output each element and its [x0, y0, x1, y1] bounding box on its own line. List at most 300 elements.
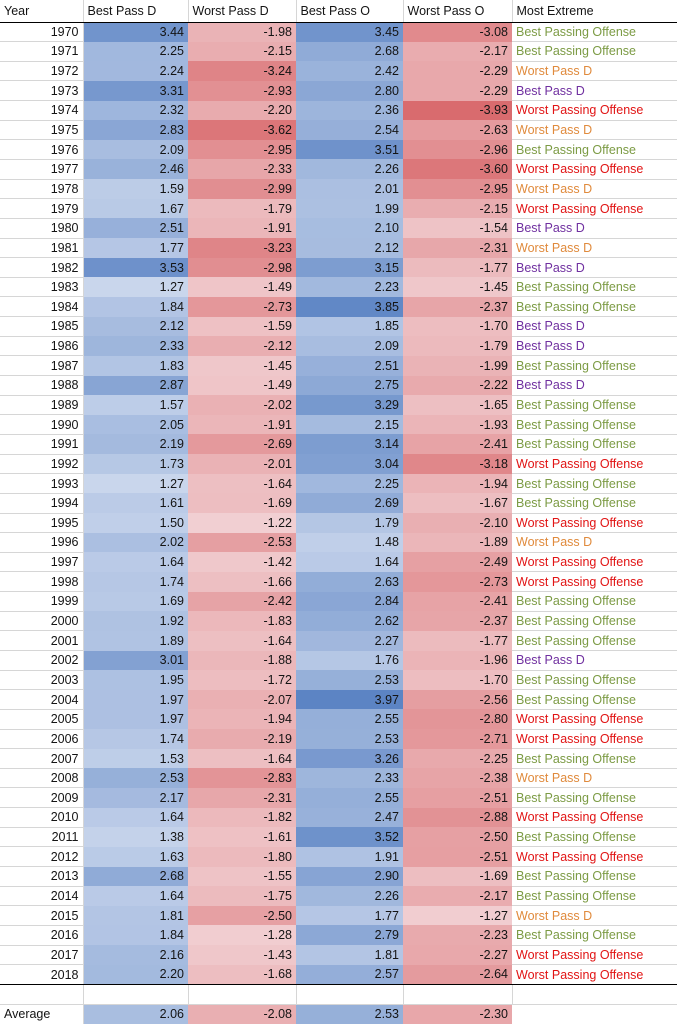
year-cell[interactable]: 1983: [0, 277, 83, 297]
year-cell[interactable]: 2007: [0, 749, 83, 769]
most-extreme-cell[interactable]: Worst Passing Offense: [512, 945, 677, 965]
best-pass-o-cell[interactable]: 2.54: [296, 120, 403, 140]
worst-pass-d-cell[interactable]: -1.68: [188, 965, 296, 985]
year-cell[interactable]: 1976: [0, 140, 83, 160]
worst-pass-d-cell[interactable]: -1.49: [188, 376, 296, 396]
worst-pass-d-cell[interactable]: -2.15: [188, 42, 296, 62]
best-pass-d-cell[interactable]: 2.46: [83, 159, 188, 179]
worst-pass-o-cell[interactable]: -2.88: [403, 808, 512, 828]
most-extreme-cell[interactable]: Best Passing Offense: [512, 886, 677, 906]
worst-pass-d-cell[interactable]: [188, 984, 296, 1004]
best-pass-o-cell[interactable]: 2.27: [296, 631, 403, 651]
best-pass-o-cell[interactable]: 3.04: [296, 454, 403, 474]
most-extreme-cell[interactable]: Worst Passing Offense: [512, 454, 677, 474]
year-cell[interactable]: 1978: [0, 179, 83, 199]
most-extreme-cell[interactable]: Best Passing Offense: [512, 277, 677, 297]
most-extreme-cell[interactable]: Worst Passing Offense: [512, 199, 677, 219]
most-extreme-cell[interactable]: [512, 1004, 677, 1024]
most-extreme-cell[interactable]: Best Passing Offense: [512, 140, 677, 160]
worst-pass-o-cell[interactable]: -2.30: [403, 1004, 512, 1024]
best-pass-d-cell[interactable]: 2.33: [83, 336, 188, 356]
best-pass-d-cell[interactable]: 3.44: [83, 22, 188, 42]
year-cell[interactable]: 1999: [0, 592, 83, 612]
worst-pass-d-cell[interactable]: -1.61: [188, 827, 296, 847]
best-pass-o-cell[interactable]: 2.36: [296, 101, 403, 121]
most-extreme-cell[interactable]: Worst Pass D: [512, 768, 677, 788]
best-pass-o-cell[interactable]: 2.01: [296, 179, 403, 199]
most-extreme-cell[interactable]: Best Passing Offense: [512, 297, 677, 317]
best-pass-d-cell[interactable]: 1.74: [83, 572, 188, 592]
worst-pass-o-cell[interactable]: -2.37: [403, 297, 512, 317]
best-pass-o-cell[interactable]: 2.53: [296, 1004, 403, 1024]
best-pass-d-cell[interactable]: 1.83: [83, 356, 188, 376]
most-extreme-cell[interactable]: Worst Passing Offense: [512, 709, 677, 729]
best-pass-o-cell[interactable]: 2.90: [296, 867, 403, 887]
best-pass-o-cell[interactable]: 3.85: [296, 297, 403, 317]
year-cell[interactable]: 2009: [0, 788, 83, 808]
best-pass-d-cell[interactable]: 2.20: [83, 965, 188, 985]
best-pass-o-cell[interactable]: 2.42: [296, 61, 403, 81]
year-cell[interactable]: 1981: [0, 238, 83, 258]
worst-pass-o-cell[interactable]: -2.38: [403, 768, 512, 788]
worst-pass-o-cell[interactable]: -1.70: [403, 670, 512, 690]
worst-pass-o-cell[interactable]: -2.50: [403, 827, 512, 847]
worst-pass-d-cell[interactable]: -2.73: [188, 297, 296, 317]
year-cell[interactable]: 2002: [0, 651, 83, 671]
most-extreme-cell[interactable]: Best Passing Offense: [512, 611, 677, 631]
worst-pass-o-cell[interactable]: -2.17: [403, 42, 512, 62]
year-cell[interactable]: 1970: [0, 22, 83, 42]
best-pass-d-cell[interactable]: 2.53: [83, 768, 188, 788]
most-extreme-cell[interactable]: Best Passing Offense: [512, 925, 677, 945]
most-extreme-cell[interactable]: Worst Passing Offense: [512, 847, 677, 867]
worst-pass-d-cell[interactable]: -2.12: [188, 336, 296, 356]
year-cell[interactable]: 1977: [0, 159, 83, 179]
best-pass-d-cell[interactable]: 1.61: [83, 493, 188, 513]
worst-pass-o-cell[interactable]: -1.27: [403, 906, 512, 926]
worst-pass-o-cell[interactable]: -3.08: [403, 22, 512, 42]
most-extreme-cell[interactable]: Worst Passing Offense: [512, 513, 677, 533]
most-extreme-cell[interactable]: [512, 984, 677, 1004]
year-cell[interactable]: 1986: [0, 336, 83, 356]
best-pass-o-cell[interactable]: 1.79: [296, 513, 403, 533]
year-cell[interactable]: 1973: [0, 81, 83, 101]
col-header-worst-pass-o[interactable]: Worst Pass O: [403, 0, 512, 22]
worst-pass-o-cell[interactable]: -2.71: [403, 729, 512, 749]
worst-pass-d-cell[interactable]: -3.23: [188, 238, 296, 258]
best-pass-d-cell[interactable]: 1.97: [83, 690, 188, 710]
worst-pass-o-cell[interactable]: -1.77: [403, 258, 512, 278]
worst-pass-d-cell[interactable]: -1.66: [188, 572, 296, 592]
worst-pass-o-cell[interactable]: -2.41: [403, 592, 512, 612]
year-cell[interactable]: 1992: [0, 454, 83, 474]
best-pass-o-cell[interactable]: 3.15: [296, 258, 403, 278]
best-pass-o-cell[interactable]: 1.99: [296, 199, 403, 219]
best-pass-d-cell[interactable]: 2.06: [83, 1004, 188, 1024]
year-cell[interactable]: 2011: [0, 827, 83, 847]
most-extreme-cell[interactable]: Worst Passing Offense: [512, 729, 677, 749]
best-pass-d-cell[interactable]: 1.57: [83, 395, 188, 415]
col-header-best-pass-d[interactable]: Best Pass D: [83, 0, 188, 22]
worst-pass-d-cell[interactable]: -1.28: [188, 925, 296, 945]
worst-pass-o-cell[interactable]: -2.56: [403, 690, 512, 710]
best-pass-d-cell[interactable]: 1.69: [83, 592, 188, 612]
year-cell[interactable]: 2017: [0, 945, 83, 965]
worst-pass-o-cell[interactable]: -2.96: [403, 140, 512, 160]
best-pass-o-cell[interactable]: 2.33: [296, 768, 403, 788]
best-pass-o-cell[interactable]: 2.84: [296, 592, 403, 612]
most-extreme-cell[interactable]: Best Passing Offense: [512, 749, 677, 769]
best-pass-d-cell[interactable]: 1.95: [83, 670, 188, 690]
year-cell[interactable]: 2000: [0, 611, 83, 631]
best-pass-o-cell[interactable]: 2.23: [296, 277, 403, 297]
best-pass-o-cell[interactable]: 2.62: [296, 611, 403, 631]
worst-pass-o-cell[interactable]: -2.22: [403, 376, 512, 396]
year-cell[interactable]: 1984: [0, 297, 83, 317]
worst-pass-d-cell[interactable]: -1.91: [188, 415, 296, 435]
year-cell[interactable]: 1997: [0, 552, 83, 572]
most-extreme-cell[interactable]: Best Passing Offense: [512, 356, 677, 376]
worst-pass-d-cell[interactable]: -2.53: [188, 533, 296, 553]
most-extreme-cell[interactable]: Best Passing Offense: [512, 395, 677, 415]
worst-pass-o-cell[interactable]: -1.65: [403, 395, 512, 415]
worst-pass-d-cell[interactable]: -2.02: [188, 395, 296, 415]
best-pass-d-cell[interactable]: 2.19: [83, 434, 188, 454]
best-pass-d-cell[interactable]: 1.38: [83, 827, 188, 847]
year-cell[interactable]: 1994: [0, 493, 83, 513]
most-extreme-cell[interactable]: Best Passing Offense: [512, 415, 677, 435]
best-pass-o-cell[interactable]: 3.45: [296, 22, 403, 42]
worst-pass-d-cell[interactable]: -3.24: [188, 61, 296, 81]
worst-pass-d-cell[interactable]: -1.80: [188, 847, 296, 867]
best-pass-d-cell[interactable]: 1.84: [83, 297, 188, 317]
best-pass-d-cell[interactable]: 2.83: [83, 120, 188, 140]
worst-pass-o-cell[interactable]: -2.41: [403, 434, 512, 454]
year-cell[interactable]: 1988: [0, 376, 83, 396]
year-cell[interactable]: 2014: [0, 886, 83, 906]
most-extreme-cell[interactable]: Best Passing Offense: [512, 434, 677, 454]
best-pass-o-cell[interactable]: 2.51: [296, 356, 403, 376]
worst-pass-o-cell[interactable]: -1.67: [403, 493, 512, 513]
best-pass-o-cell[interactable]: 1.85: [296, 317, 403, 337]
worst-pass-o-cell[interactable]: -2.29: [403, 61, 512, 81]
worst-pass-d-cell[interactable]: -2.99: [188, 179, 296, 199]
worst-pass-d-cell[interactable]: -2.42: [188, 592, 296, 612]
worst-pass-o-cell[interactable]: -2.49: [403, 552, 512, 572]
best-pass-d-cell[interactable]: 1.27: [83, 277, 188, 297]
worst-pass-d-cell[interactable]: -1.22: [188, 513, 296, 533]
year-cell[interactable]: 1998: [0, 572, 83, 592]
best-pass-o-cell[interactable]: 2.75: [296, 376, 403, 396]
worst-pass-d-cell[interactable]: -2.98: [188, 258, 296, 278]
worst-pass-d-cell[interactable]: -2.93: [188, 81, 296, 101]
best-pass-d-cell[interactable]: 1.63: [83, 847, 188, 867]
best-pass-o-cell[interactable]: 2.10: [296, 218, 403, 238]
worst-pass-o-cell[interactable]: -2.51: [403, 788, 512, 808]
best-pass-o-cell[interactable]: 1.48: [296, 533, 403, 553]
worst-pass-o-cell[interactable]: -2.51: [403, 847, 512, 867]
best-pass-d-cell[interactable]: 2.51: [83, 218, 188, 238]
year-cell[interactable]: 1990: [0, 415, 83, 435]
best-pass-d-cell[interactable]: 2.68: [83, 867, 188, 887]
best-pass-d-cell[interactable]: 2.05: [83, 415, 188, 435]
most-extreme-cell[interactable]: Best Passing Offense: [512, 592, 677, 612]
best-pass-d-cell[interactable]: 1.50: [83, 513, 188, 533]
worst-pass-o-cell[interactable]: -1.70: [403, 317, 512, 337]
best-pass-d-cell[interactable]: 1.74: [83, 729, 188, 749]
year-cell[interactable]: 1985: [0, 317, 83, 337]
worst-pass-d-cell[interactable]: -2.83: [188, 768, 296, 788]
best-pass-d-cell[interactable]: 1.64: [83, 808, 188, 828]
best-pass-o-cell[interactable]: 2.53: [296, 670, 403, 690]
best-pass-o-cell[interactable]: 2.47: [296, 808, 403, 828]
worst-pass-d-cell[interactable]: -1.59: [188, 317, 296, 337]
worst-pass-o-cell[interactable]: -1.79: [403, 336, 512, 356]
best-pass-d-cell[interactable]: 1.89: [83, 631, 188, 651]
worst-pass-o-cell[interactable]: -2.31: [403, 238, 512, 258]
worst-pass-d-cell[interactable]: -2.33: [188, 159, 296, 179]
worst-pass-o-cell[interactable]: [403, 984, 512, 1004]
worst-pass-o-cell[interactable]: -2.23: [403, 925, 512, 945]
year-cell[interactable]: 2008: [0, 768, 83, 788]
worst-pass-d-cell[interactable]: -1.69: [188, 493, 296, 513]
year-cell[interactable]: 1982: [0, 258, 83, 278]
worst-pass-d-cell[interactable]: -1.88: [188, 651, 296, 671]
most-extreme-cell[interactable]: Best Passing Offense: [512, 474, 677, 494]
worst-pass-o-cell[interactable]: -3.18: [403, 454, 512, 474]
best-pass-o-cell[interactable]: 2.69: [296, 493, 403, 513]
worst-pass-o-cell[interactable]: -2.64: [403, 965, 512, 985]
year-cell[interactable]: 1993: [0, 474, 83, 494]
year-cell[interactable]: 2013: [0, 867, 83, 887]
best-pass-o-cell[interactable]: 3.29: [296, 395, 403, 415]
worst-pass-o-cell[interactable]: -2.29: [403, 81, 512, 101]
best-pass-o-cell[interactable]: 2.63: [296, 572, 403, 592]
worst-pass-d-cell[interactable]: -2.08: [188, 1004, 296, 1024]
best-pass-o-cell[interactable]: 2.68: [296, 42, 403, 62]
most-extreme-cell[interactable]: Best Passing Offense: [512, 788, 677, 808]
year-cell[interactable]: 2015: [0, 906, 83, 926]
most-extreme-cell[interactable]: Worst Passing Offense: [512, 965, 677, 985]
worst-pass-o-cell[interactable]: -1.45: [403, 277, 512, 297]
best-pass-o-cell[interactable]: 3.26: [296, 749, 403, 769]
year-cell[interactable]: 1971: [0, 42, 83, 62]
best-pass-d-cell[interactable]: 1.53: [83, 749, 188, 769]
best-pass-d-cell[interactable]: 2.25: [83, 42, 188, 62]
best-pass-o-cell[interactable]: 2.15: [296, 415, 403, 435]
year-cell[interactable]: 1991: [0, 434, 83, 454]
best-pass-o-cell[interactable]: [296, 984, 403, 1004]
worst-pass-o-cell[interactable]: -2.80: [403, 709, 512, 729]
best-pass-d-cell[interactable]: 2.32: [83, 101, 188, 121]
best-pass-d-cell[interactable]: 1.73: [83, 454, 188, 474]
worst-pass-o-cell[interactable]: -1.96: [403, 651, 512, 671]
best-pass-o-cell[interactable]: 1.91: [296, 847, 403, 867]
year-cell[interactable]: 2012: [0, 847, 83, 867]
best-pass-o-cell[interactable]: 2.26: [296, 886, 403, 906]
worst-pass-d-cell[interactable]: -1.45: [188, 356, 296, 376]
most-extreme-cell[interactable]: Worst Passing Offense: [512, 159, 677, 179]
year-cell[interactable]: 2003: [0, 670, 83, 690]
best-pass-o-cell[interactable]: 2.12: [296, 238, 403, 258]
best-pass-d-cell[interactable]: 2.24: [83, 61, 188, 81]
best-pass-o-cell[interactable]: 2.55: [296, 709, 403, 729]
col-header-year[interactable]: Year: [0, 0, 83, 22]
best-pass-o-cell[interactable]: 3.52: [296, 827, 403, 847]
worst-pass-d-cell[interactable]: -1.64: [188, 474, 296, 494]
worst-pass-d-cell[interactable]: -2.19: [188, 729, 296, 749]
best-pass-o-cell[interactable]: 1.81: [296, 945, 403, 965]
worst-pass-d-cell[interactable]: -1.42: [188, 552, 296, 572]
worst-pass-d-cell[interactable]: -1.91: [188, 218, 296, 238]
most-extreme-cell[interactable]: Best Passing Offense: [512, 867, 677, 887]
best-pass-d-cell[interactable]: 1.59: [83, 179, 188, 199]
best-pass-o-cell[interactable]: 2.57: [296, 965, 403, 985]
best-pass-o-cell[interactable]: 3.14: [296, 434, 403, 454]
most-extreme-cell[interactable]: Best Passing Offense: [512, 493, 677, 513]
most-extreme-cell[interactable]: Best Pass D: [512, 376, 677, 396]
worst-pass-o-cell[interactable]: -2.10: [403, 513, 512, 533]
best-pass-d-cell[interactable]: 1.64: [83, 886, 188, 906]
most-extreme-cell[interactable]: Best Pass D: [512, 336, 677, 356]
most-extreme-cell[interactable]: Worst Passing Offense: [512, 552, 677, 572]
best-pass-o-cell[interactable]: 2.26: [296, 159, 403, 179]
worst-pass-d-cell[interactable]: -1.64: [188, 631, 296, 651]
worst-pass-o-cell[interactable]: -2.25: [403, 749, 512, 769]
year-cell[interactable]: [0, 984, 83, 1004]
worst-pass-o-cell[interactable]: -2.27: [403, 945, 512, 965]
year-cell[interactable]: 2004: [0, 690, 83, 710]
best-pass-o-cell[interactable]: 1.76: [296, 651, 403, 671]
worst-pass-d-cell[interactable]: -1.83: [188, 611, 296, 631]
year-cell[interactable]: 1995: [0, 513, 83, 533]
best-pass-o-cell[interactable]: 1.64: [296, 552, 403, 572]
worst-pass-o-cell[interactable]: -2.17: [403, 886, 512, 906]
worst-pass-d-cell[interactable]: -1.72: [188, 670, 296, 690]
col-header-best-pass-o[interactable]: Best Pass O: [296, 0, 403, 22]
year-cell[interactable]: 2018: [0, 965, 83, 985]
best-pass-d-cell[interactable]: 2.09: [83, 140, 188, 160]
best-pass-o-cell[interactable]: 2.55: [296, 788, 403, 808]
worst-pass-d-cell[interactable]: -2.07: [188, 690, 296, 710]
worst-pass-d-cell[interactable]: -1.98: [188, 22, 296, 42]
most-extreme-cell[interactable]: Best Passing Offense: [512, 22, 677, 42]
worst-pass-o-cell[interactable]: -2.95: [403, 179, 512, 199]
most-extreme-cell[interactable]: Best Pass D: [512, 218, 677, 238]
best-pass-d-cell[interactable]: 1.77: [83, 238, 188, 258]
year-cell[interactable]: 1974: [0, 101, 83, 121]
best-pass-o-cell[interactable]: 2.79: [296, 925, 403, 945]
best-pass-d-cell[interactable]: 1.81: [83, 906, 188, 926]
worst-pass-o-cell[interactable]: -2.73: [403, 572, 512, 592]
best-pass-d-cell[interactable]: 3.53: [83, 258, 188, 278]
worst-pass-d-cell[interactable]: -1.55: [188, 867, 296, 887]
best-pass-d-cell[interactable]: 2.17: [83, 788, 188, 808]
best-pass-o-cell[interactable]: 2.09: [296, 336, 403, 356]
best-pass-o-cell[interactable]: 2.53: [296, 729, 403, 749]
most-extreme-cell[interactable]: Worst Passing Offense: [512, 101, 677, 121]
year-cell[interactable]: 2005: [0, 709, 83, 729]
year-cell[interactable]: 1975: [0, 120, 83, 140]
best-pass-d-cell[interactable]: [83, 984, 188, 1004]
worst-pass-o-cell[interactable]: -2.63: [403, 120, 512, 140]
most-extreme-cell[interactable]: Best Passing Offense: [512, 42, 677, 62]
worst-pass-o-cell[interactable]: -3.93: [403, 101, 512, 121]
worst-pass-d-cell[interactable]: -1.75: [188, 886, 296, 906]
worst-pass-o-cell[interactable]: -1.93: [403, 415, 512, 435]
best-pass-o-cell[interactable]: 3.97: [296, 690, 403, 710]
year-cell[interactable]: 1972: [0, 61, 83, 81]
best-pass-d-cell[interactable]: 1.84: [83, 925, 188, 945]
most-extreme-cell[interactable]: Best Passing Offense: [512, 690, 677, 710]
year-cell[interactable]: 1989: [0, 395, 83, 415]
worst-pass-d-cell[interactable]: -1.49: [188, 277, 296, 297]
best-pass-d-cell[interactable]: 1.97: [83, 709, 188, 729]
most-extreme-cell[interactable]: Worst Pass D: [512, 61, 677, 81]
most-extreme-cell[interactable]: Best Pass D: [512, 258, 677, 278]
worst-pass-d-cell[interactable]: -2.95: [188, 140, 296, 160]
worst-pass-o-cell[interactable]: -1.89: [403, 533, 512, 553]
worst-pass-o-cell[interactable]: -1.99: [403, 356, 512, 376]
worst-pass-o-cell[interactable]: -1.94: [403, 474, 512, 494]
worst-pass-o-cell[interactable]: -1.77: [403, 631, 512, 651]
worst-pass-d-cell[interactable]: -2.31: [188, 788, 296, 808]
year-cell[interactable]: Average: [0, 1004, 83, 1024]
best-pass-o-cell[interactable]: 3.51: [296, 140, 403, 160]
year-cell[interactable]: 1980: [0, 218, 83, 238]
worst-pass-d-cell[interactable]: -1.82: [188, 808, 296, 828]
worst-pass-d-cell[interactable]: -2.69: [188, 434, 296, 454]
most-extreme-cell[interactable]: Best Pass D: [512, 81, 677, 101]
worst-pass-d-cell[interactable]: -2.20: [188, 101, 296, 121]
best-pass-o-cell[interactable]: 2.25: [296, 474, 403, 494]
year-cell[interactable]: 1979: [0, 199, 83, 219]
worst-pass-o-cell[interactable]: -3.60: [403, 159, 512, 179]
worst-pass-d-cell[interactable]: -1.64: [188, 749, 296, 769]
best-pass-d-cell[interactable]: 2.02: [83, 533, 188, 553]
worst-pass-o-cell[interactable]: -2.37: [403, 611, 512, 631]
worst-pass-d-cell[interactable]: -3.62: [188, 120, 296, 140]
year-cell[interactable]: 2010: [0, 808, 83, 828]
worst-pass-o-cell[interactable]: -2.15: [403, 199, 512, 219]
best-pass-d-cell[interactable]: 3.31: [83, 81, 188, 101]
most-extreme-cell[interactable]: Best Passing Offense: [512, 827, 677, 847]
best-pass-d-cell[interactable]: 1.64: [83, 552, 188, 572]
col-header-most-extreme[interactable]: Most Extreme: [512, 0, 677, 22]
year-cell[interactable]: 2016: [0, 925, 83, 945]
best-pass-o-cell[interactable]: 2.80: [296, 81, 403, 101]
worst-pass-d-cell[interactable]: -1.43: [188, 945, 296, 965]
best-pass-d-cell[interactable]: 1.92: [83, 611, 188, 631]
most-extreme-cell[interactable]: Worst Pass D: [512, 238, 677, 258]
most-extreme-cell[interactable]: Best Passing Offense: [512, 670, 677, 690]
worst-pass-o-cell[interactable]: -1.54: [403, 218, 512, 238]
best-pass-d-cell[interactable]: 1.67: [83, 199, 188, 219]
best-pass-d-cell[interactable]: 3.01: [83, 651, 188, 671]
best-pass-d-cell[interactable]: 2.16: [83, 945, 188, 965]
worst-pass-d-cell[interactable]: -2.50: [188, 906, 296, 926]
most-extreme-cell[interactable]: Worst Pass D: [512, 120, 677, 140]
best-pass-d-cell[interactable]: 1.27: [83, 474, 188, 494]
best-pass-d-cell[interactable]: 2.12: [83, 317, 188, 337]
most-extreme-cell[interactable]: Best Pass D: [512, 651, 677, 671]
most-extreme-cell[interactable]: Best Pass D: [512, 317, 677, 337]
best-pass-d-cell[interactable]: 2.87: [83, 376, 188, 396]
year-cell[interactable]: 1987: [0, 356, 83, 376]
year-cell[interactable]: 2001: [0, 631, 83, 651]
year-cell[interactable]: 1996: [0, 533, 83, 553]
best-pass-o-cell[interactable]: 1.77: [296, 906, 403, 926]
